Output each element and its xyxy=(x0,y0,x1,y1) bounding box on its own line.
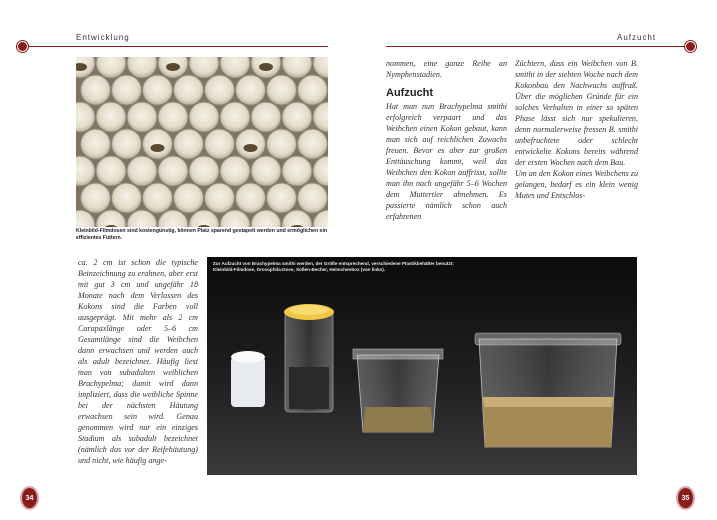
film-canister xyxy=(205,75,235,105)
canister-substrate xyxy=(151,144,165,152)
film-canister xyxy=(220,156,250,186)
film-canister xyxy=(158,102,188,132)
film-canisters-illustration xyxy=(76,57,328,227)
film-canister xyxy=(298,183,328,213)
canister-substrate xyxy=(166,63,180,71)
film-canister xyxy=(81,183,111,213)
film-canister xyxy=(236,183,266,213)
right-column xyxy=(515,58,638,201)
header-rule-right xyxy=(386,46,694,47)
section-heading: Aufzucht xyxy=(386,87,434,99)
film-canister xyxy=(174,183,204,213)
film-canister xyxy=(127,102,157,132)
film-canister xyxy=(174,75,204,105)
header-dot-right xyxy=(685,41,696,52)
film-canister xyxy=(143,75,173,105)
film-canisters-photo xyxy=(76,57,328,227)
film-canister xyxy=(220,102,250,132)
film-canister xyxy=(267,129,297,159)
film-canister xyxy=(81,75,111,105)
film-canister xyxy=(282,102,312,132)
middle-column xyxy=(386,58,507,222)
film-canister xyxy=(205,129,235,159)
containers-illustration xyxy=(207,257,637,475)
canister-substrate xyxy=(244,144,258,152)
left-column xyxy=(78,257,198,466)
film-canister xyxy=(205,183,235,213)
page-number-left: 34 xyxy=(22,488,37,508)
film-canister xyxy=(112,75,142,105)
film-canister xyxy=(143,183,173,213)
left-text: ca. 2 cm ist schon die typische Beinzeichnung zu erahnen, aber erst mit gut 3 cm und ungefähr 18 Monate nach dem Verlassen des Kokons sind die Farben voll ausgeprägt. Mit mehr als 2 cm Carapaxlänge oder 5–6 cm Gesamtlänge sind die Weibchen dann erwachsen und werden auch als adult bezeichnet. Häufig liest man von subadulten weiblichen Brachypelma; damit wird dann impliziert, dass die weibliche Spinne bei der nächsten Häutung erwachsen sein wird. Genau genommen wird nur ein einziges Stadium als subadult bezeichnet (nämlich das vor der Reifehäutung) und nicht, wie häufig ange- xyxy=(78,258,198,465)
film-canister xyxy=(267,183,297,213)
running-head-left: Entwicklung xyxy=(76,33,130,42)
header-dot-left xyxy=(17,41,28,52)
header-rule-left xyxy=(22,46,328,47)
film-canister xyxy=(236,75,266,105)
film-canister xyxy=(112,129,142,159)
film-canister xyxy=(174,129,204,159)
photo1-caption: Kleinbild-Filmdosen sind kostengünstig, können Platz sparend gestapelt werden und ermöglichen ein effizientes Füttern. xyxy=(76,228,328,241)
film-canister xyxy=(189,102,219,132)
film-canister xyxy=(81,129,111,159)
right-paragraph-2: Um an den Kokon eines Weibchens zu gelangen, bedarf es ein klein wenig Mutes und Entschlos- xyxy=(515,169,638,200)
film-canister xyxy=(96,102,126,132)
film-canister xyxy=(112,183,142,213)
middle-text: Hat man nun Brachypelma smithi erfolgreich verpaart und das Weibchen einen Kokon gebaut, kann man sich auf reichlichen Zuwachs freuen. Bevor es aber zur großen Enttäuschung kommt, weil das Weibchen den Kokon auffrisst, sollte man ihn nach ungefähr 5–6 Wochen dem Muttertier abnehmen. Es passierte nämlich schon auch erfahrenen xyxy=(386,102,507,221)
canister-substrate xyxy=(259,63,273,71)
film-canister xyxy=(267,75,297,105)
photo2-caption: Zur Aufzucht von Brachypelma smithi werden, der Größe entsprechend, verschiedene Plastikbehälter benutzt: Kleinbild-Filmdose, Drosophila-Dose, Soßen-Becher, Heimchenbox (von links). xyxy=(213,261,454,272)
containers-photo xyxy=(207,257,637,475)
film-canister xyxy=(251,156,281,186)
film-canister xyxy=(158,156,188,186)
film-canister xyxy=(298,75,328,105)
film-canister xyxy=(298,129,328,159)
page-number-right: 35 xyxy=(678,488,693,508)
film-canister xyxy=(96,156,126,186)
running-head-right: Aufzucht xyxy=(617,33,657,42)
film-canister xyxy=(251,102,281,132)
film-canister xyxy=(127,156,157,186)
right-paragraph-1: Züchtern, dass ein Weibchen von B. smithi in der siebten Woche nach dem Kokonbau den Nachwuchs auffraß. Über die möglichen Gründe für ein solches Verhalten in einer so späten Phase lässt sich nur spekulieren, denn normalerweise fressen B. smithi unbefruchtete oder schlecht entwickelte Kokons bereits während der ersten Wochen nach dem Bau. xyxy=(515,59,638,167)
middle-intro: nommen, eine ganze Reihe an Nymphenstadien. xyxy=(386,59,507,79)
film-canister xyxy=(189,156,219,186)
film-canister xyxy=(282,156,312,186)
